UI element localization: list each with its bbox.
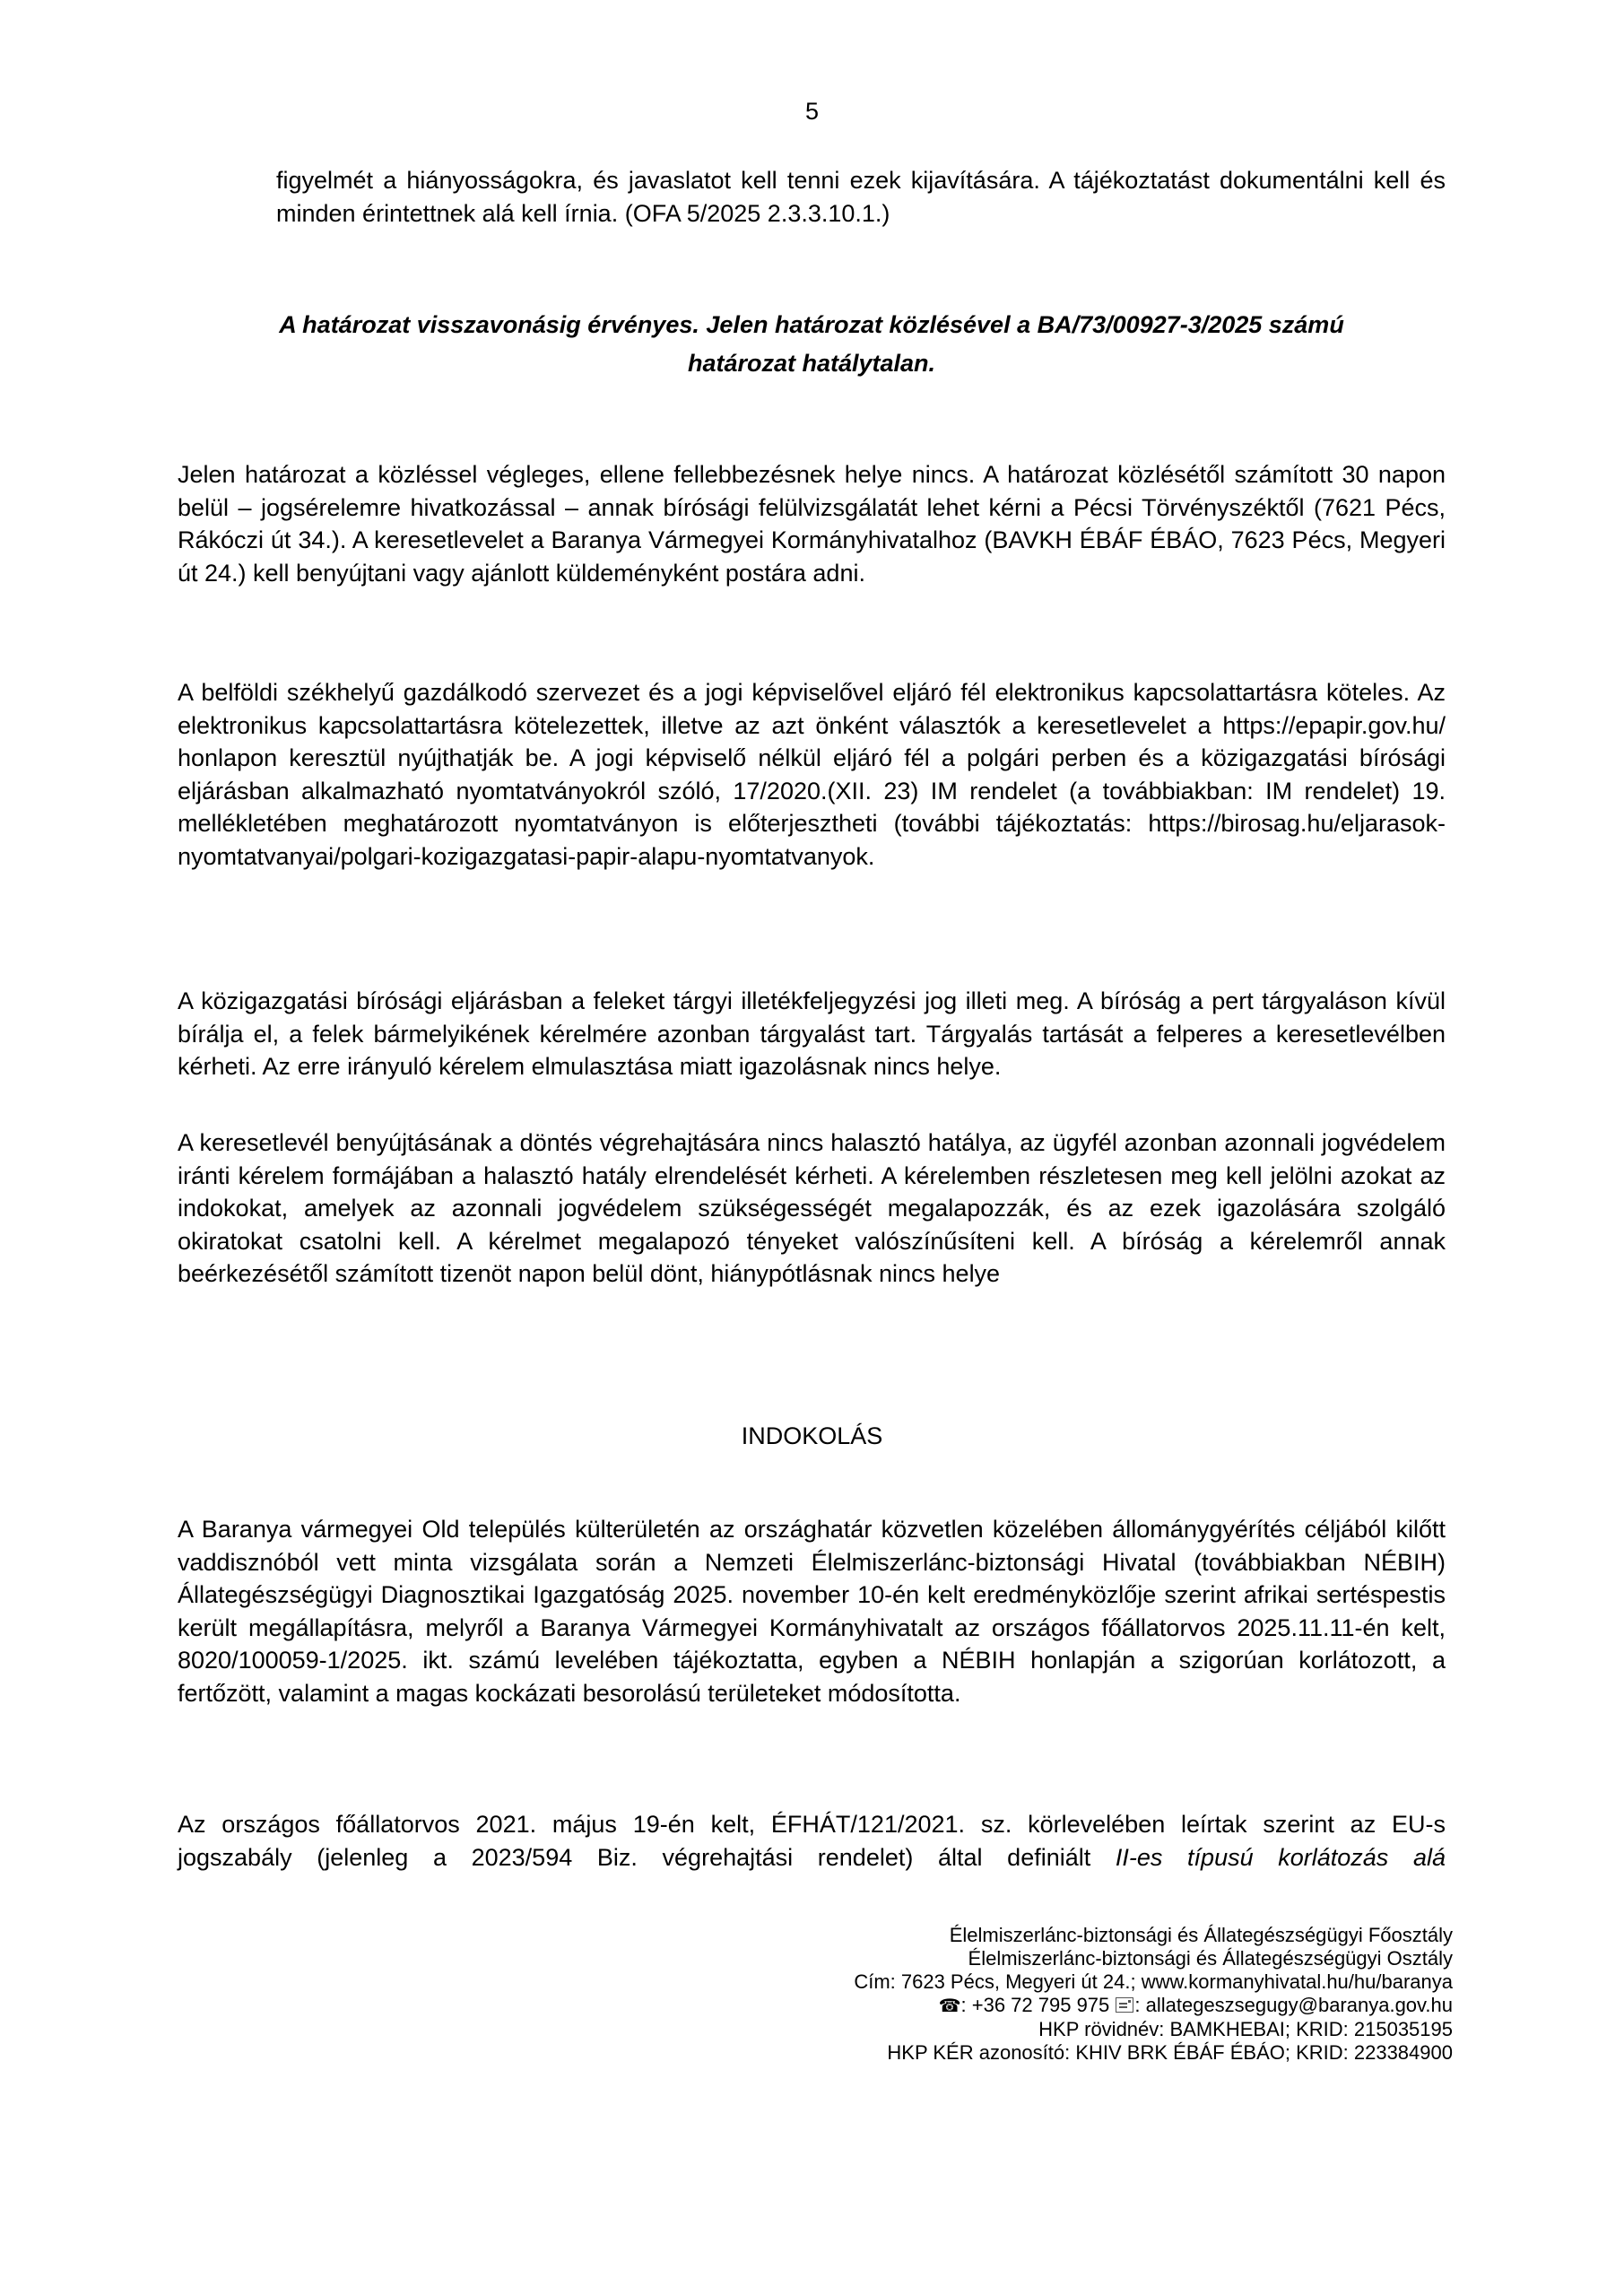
paragraph-case-background: A Baranya vármegyei Old település külterületén az országhatár közvetlen közelében állománygyérítés céljából kilőtt vaddisznóból vett minta vizsgálata során a Nemzeti Élelmiszerlánc-biztonsági Hivatal (továbbiakban NÉBIH) Állategészségügyi Diagnosztikai Igazgatóság 2025. november 10-én kelt eredményközlője szerint afrikai sertéspestis került megállapításra, melyről a Baranya Vármegyei Kormányhivatalt az országos főállatorvos 2025.11.11-én kelt, 8020/100059-1/2025. ikt. számú levelében tájékoztatta, egyben a NÉBIH honlapján a szigorúan korlátozott, a fertőzött, valamint a magas kockázati besorolású területeket módosította. (178, 1516, 1446, 1707)
paragraph-appeal-rights: Jelen határozat a közléssel végleges, ellene fellebbezésnek helye nincs. A határozat közlésétől számított 30 napon belül – jogsérelemre hivatkozással – annak bírósági felülvizsgálatát lehet kérni a Pécsi Törvényszéktől (7621 Pécs, Rákóczi út 34.). A keresetlevelet a Baranya Vármegyei Kormányhivatalhoz (BAVKH ÉBÁF ÉBÁO, 7623 Pécs, Megyeri út 24.) kell benyújtani vagy ajánlott küldeményként postára adni. (178, 461, 1446, 587)
paragraph-notification-requirement: figyelmét a hiányosságokra, és javaslatot kell tenni ezek kijavítására. A tájékoztatást dokumentálni kell és minden érintettnek alá kell írnia. (OFA 5/2025 2.3.3.10.1.) (276, 167, 1446, 227)
footer-contact-line (854, 1994, 1453, 2018)
footer-division: Élelmiszerlánc-biztonsági és Állategészségügyi Osztály (968, 1947, 1453, 1970)
footer-department: Élelmiszerlánc-biztonsági és Állategészségügyi Főosztály (949, 1924, 1453, 1946)
envelope-icon (1116, 1997, 1133, 2013)
paragraph-court-procedure: A közigazgatási bírósági eljárásban a feleket tárgyi illetékfeljegyzési jog illeti meg. A bíróság a pert tárgyaláson kívül bírálja el, a felek bármelyikének kérelmére azonban tárgyalást tart. Tárgyalás tartását a felperes a keresetlevélben kérheti. Az erre irányuló kérelem elmulasztása miatt igazolásnak nincs helye. (178, 987, 1446, 1081)
paragraph-eu-regulation (178, 1808, 1446, 1874)
footer-hkp-shortname: HKP rövidnév: BAMKHEBAI; KRID: 215035195 (1038, 2018, 1453, 2040)
page-number: 5 (804, 98, 820, 125)
footer-address: Cím: 7623 Pécs, Megyeri út 24.; www.kormanyhivatal.hu/hu/baranya (854, 1970, 1453, 1993)
validity-notice-line1: A határozat visszavonásig érvényes. Jelen határozat közlésével a BA/73/00927-3/2025 számú (279, 311, 1344, 338)
phone-icon: ☎ (938, 1996, 961, 2016)
paragraph-suspensive-effect: A keresetlevél benyújtásának a döntés végrehajtására nincs halasztó hatálya, az ügyfél azonban azonnali jogvédelem iránti kérelem formájában a halasztó hatály elrendelését kérheti. A kérelemben részletesen meg kell jelölni azokat az indokokat, amelyek az azonnali jogvédelem szükségességét megalapozzák, és az ezek igazolására szolgáló okiratokat csatolni kell. A kérelmet megalapozó tényeket valószínűsíteni kell. A bíróság a kérelemről annak beérkezésétől számított tizenöt napon belül dönt, hiánypótlásnak nincs helye (178, 1129, 1446, 1288)
validity-notice-line2: határozat hatálytalan. (687, 350, 936, 377)
footer-email: : allategeszsegugy@baranya.gov.hu (1134, 1994, 1453, 2016)
footer-hkp-ker-id: HKP KÉR azonosító: KHIV BRK ÉBÁF ÉBÁO; KRID: 223384900 (887, 2041, 1453, 2064)
restriction-zone-italic: II-es típusú korlátozás alá (1115, 1843, 1446, 1871)
eu-regulation-text: Az országos főállatorvos 2021. május 19-én kelt, ÉFHÁT/121/2021. sz. körlevelében leírtak szerint az EU-s jogszabály (jelenleg a 2023/594 Biz. végrehajtási rendelet) által definiált (178, 1811, 1446, 1871)
paragraph-electronic-contact: A belföldi székhelyű gazdálkodó szervezet és a jogi képviselővel eljáró fél elektronikus kapcsolattartásra köteles. Az elektronikus kapcsolattartásra kötelezettek, illetve az azt önként választók a keresetlevelet a https://epapir.gov.hu/ honlapon keresztül nyújthatják be. A jogi képviselő nélkül eljáró fél a polgári perben és a közigazgatási bírósági eljárásban alkalmazható nyomtatványokról szóló, 17/2020.(XII. 23) IM rendelet (a továbbiakban: IM rendelet) 19. mellékletében meghatározott nyomtatványon is előterjesztheti (további tájékoztatás: https://birosag.hu/eljarasok-nyomtatvanyai/polgari-kozigazgatasi-papir-alapu-nyomtatvanyok. (178, 679, 1446, 870)
section-title-justification: INDOKOLÁS (741, 1422, 883, 1449)
footer-contact-block (854, 1924, 1453, 2065)
footer-phone: : +36 72 795 975 (960, 1994, 1116, 2016)
